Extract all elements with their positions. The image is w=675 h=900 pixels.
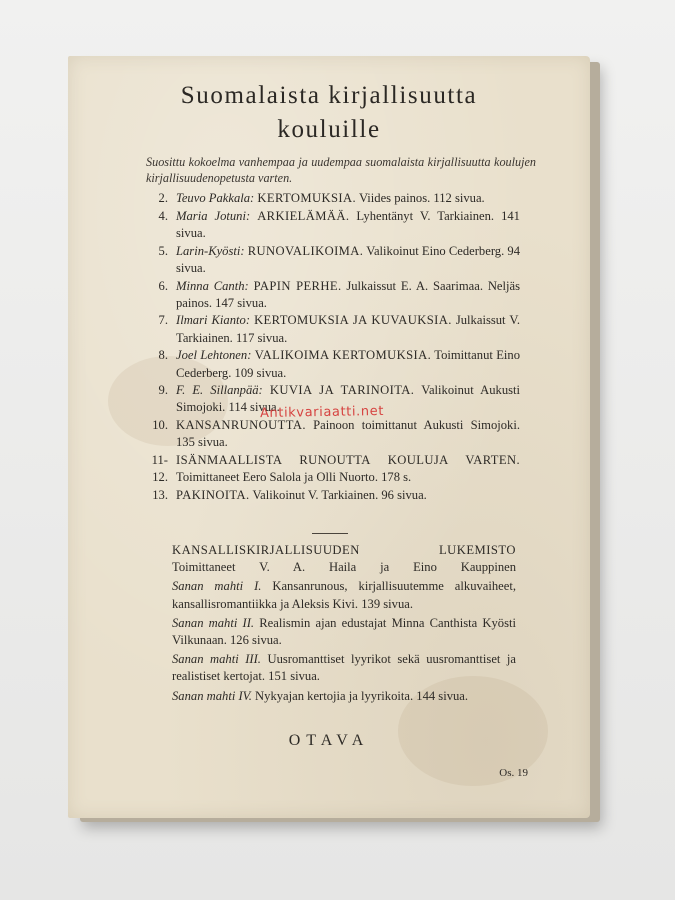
anthology-heading: KANSALLISKIRJALLISUUDEN LUKEMISTO <box>172 543 516 557</box>
item-number: 13. <box>152 487 168 502</box>
list-item <box>140 452 520 486</box>
item-work: ARKIELÄMÄÄ. <box>257 208 350 223</box>
item-details: Valikoinut Eino Cederberg. 94 sivua. <box>176 243 520 275</box>
volume-name: Sanan mahti I. <box>172 579 262 594</box>
publisher-name: OTAVA <box>288 732 370 749</box>
anthology-section <box>172 542 516 705</box>
item-author: Ilmari Kianto: <box>176 313 251 328</box>
book-back-cover <box>68 56 590 818</box>
item-author: F. E. Sillanpää: <box>176 383 263 398</box>
item-author: Joel Lehtonen: <box>176 348 252 363</box>
item-number: 7. <box>158 313 168 328</box>
section-divider <box>312 533 348 534</box>
volume-name: Sanan mahti IV. <box>172 688 252 703</box>
cover-title-line2: kouluille <box>277 116 381 143</box>
item-work: KERTOMUKSIA. <box>257 191 357 205</box>
volume-desc: Uusromanttiset lyyrikot sekä uusromanttiset ja realistiset kertojat. 151 sivua. <box>172 652 517 684</box>
item-number: 11-12. <box>151 453 168 485</box>
item-number: 6. <box>158 278 168 293</box>
list-item <box>140 278 520 312</box>
item-details: Valikoinut Aukusti Simojoki. 114 sivua. <box>176 383 521 415</box>
item-details: Painoon toimittanut Aukusti Simojoki. 135 sivua. <box>176 418 520 450</box>
item-details: Viides painos. 112 sivua. <box>358 191 485 205</box>
cover-subtitle: Suosittu kokoelma vanhempaa ja uudempaa suomalaista kirjallisuutta koulujen kirjallisuudenopetusta varten. <box>146 155 536 185</box>
cover-text <box>68 56 590 818</box>
item-details: Toimittanut Eino Cederberg. 109 sivua. <box>176 348 520 380</box>
series-list <box>140 190 520 505</box>
list-item <box>172 615 516 649</box>
item-details: Julkaissut V. Tarkiainen. 117 sivua. <box>176 313 520 345</box>
volume-desc: Realismin ajan edustajat Minna Canthista Kyösti Vilkunaan. 126 sivua. <box>172 615 516 648</box>
item-number: 4. <box>158 208 168 223</box>
item-number: 8. <box>158 348 168 363</box>
item-details: Toimittaneet Eero Salola ja Olli Nuorto. 178 s. <box>176 470 412 485</box>
item-work: VALIKOIMA KERTOMUKSIA. <box>254 348 432 363</box>
item-details: Lyhentänyt V. Tarkiainen. 141 sivua. <box>176 208 520 240</box>
item-details: Valikoinut V. Tarkiainen. 96 sivua. <box>252 487 427 502</box>
list-item <box>140 417 520 451</box>
item-author: Maria Jotuni: <box>176 208 251 223</box>
list-item <box>140 487 520 504</box>
item-number: 9. <box>158 383 168 398</box>
item-author: Minna Canth: <box>176 278 249 293</box>
list-item <box>140 208 520 242</box>
list-item <box>172 651 516 685</box>
item-work: PAKINOITA. <box>176 487 250 502</box>
item-number: 10. <box>152 418 168 433</box>
item-number: 5. <box>158 243 168 258</box>
item-number: 2. <box>158 191 168 205</box>
item-author: Larin-Kyösti: <box>176 243 245 258</box>
catalog-code: Os. 19 <box>499 767 528 779</box>
item-work: KANSANRUNOUTTA. <box>176 418 306 433</box>
item-work: KERTOMUKSIA JA KUVAUKSIA. <box>254 313 452 328</box>
list-item <box>172 578 516 612</box>
item-work: ISÄNMAALLISTA RUNOUTTA KOULUJA VARTEN. <box>176 453 520 468</box>
volume-name: Sanan mahti III. <box>172 652 261 667</box>
volume-name: Sanan mahti II. <box>172 615 255 630</box>
list-item <box>172 688 516 705</box>
item-work: RUNOVALIKOIMA. <box>247 243 364 258</box>
list-item <box>140 347 520 381</box>
volume-desc: Nykyajan kertojia ja lyyrikoita. 144 sivua. <box>255 688 469 703</box>
volume-desc: Kansanrunous, kirjallisuutemme alkuvaiheet, kansallisromantiikka ja Aleksis Kivi. 139 sivua. <box>172 579 517 611</box>
list-item <box>140 243 520 277</box>
cover-title-line1: Suomalaista kirjallisuutta <box>180 82 478 109</box>
item-work: PAPIN PERHE. <box>253 278 342 293</box>
item-author: Teuvo Pakkala: <box>176 191 255 205</box>
item-work: KUVIA JA TARINOITA. <box>269 383 415 398</box>
anthology-editors: Toimittaneet V. A. Haila ja Eino Kauppinen <box>172 560 516 575</box>
list-item <box>140 190 520 207</box>
list-item <box>140 312 520 346</box>
watermark: Antikvariaatti.net <box>259 403 385 422</box>
item-details: Julkaissut E. A. Saarimaa. Neljäs painos. 147 sivua. <box>176 278 521 310</box>
